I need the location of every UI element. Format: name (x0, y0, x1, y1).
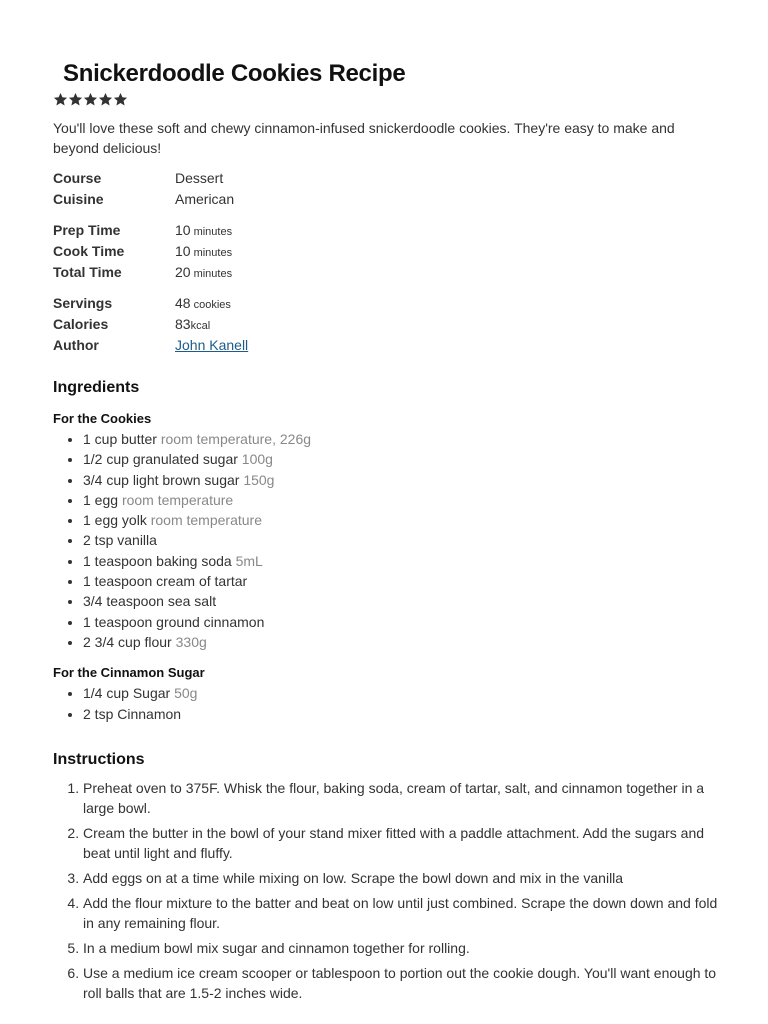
ingredient-text: 1 cup butter (83, 431, 157, 447)
meta-value (175, 335, 248, 356)
star-icon[interactable] (113, 92, 128, 107)
recipe-summary: You'll love these soft and chewy cinnamon-infused snickerdoodle cookies. They're easy to make and beyond delicious! (53, 120, 675, 156)
recipe-meta (53, 168, 728, 356)
ingredient-item (83, 470, 728, 490)
ingredient-item (83, 449, 728, 469)
meta-label: Cook Time (53, 243, 125, 259)
meta-value: American (175, 191, 235, 207)
instruction-step: 1. Preheat oven to 375F. Whisk the flour, baking soda, cream of tartar, salt, and cinnamon together in a large bowl. (83, 778, 723, 818)
meta-number: 20 (175, 264, 191, 280)
meta-unit: minutes (193, 268, 233, 280)
instruction-step: 4. Add the flour mixture to the batter and beat on low until just combined. Scrape the down down and fold in any remaining flour. (83, 893, 723, 933)
star-rating[interactable] (53, 92, 728, 110)
meta-unit: minutes (193, 226, 233, 238)
meta-value (175, 314, 210, 335)
ingredient-list (53, 429, 728, 652)
meta-number: 10 (175, 243, 191, 259)
ingredient-text: 1 teaspoon ground cinnamon (83, 613, 265, 630)
star-icon[interactable] (83, 92, 98, 107)
ingredient-item (83, 571, 728, 591)
meta-number: 48 (175, 295, 191, 311)
instruction-step: 6. Use a medium ice cream scooper or tablespoon to portion out the cookie dough. You'll want enough to roll balls that are 1.5-2 inches wide. (83, 963, 723, 1003)
ingredient-item (83, 683, 728, 703)
ingredient-text: 3/4 teaspoon sea salt (83, 593, 217, 610)
meta-servings (53, 293, 728, 314)
ingredient-notes: room temperature (150, 512, 262, 529)
meta-unit: kcal (190, 320, 211, 332)
ingredient-notes: 330g (175, 633, 207, 650)
ingredient-item (83, 551, 728, 571)
meta-course (53, 168, 728, 189)
ingredient-item (83, 530, 728, 550)
ingredient-text: 2 3/4 cup flour (83, 633, 172, 650)
ingredient-item (83, 510, 728, 530)
meta-value (175, 241, 232, 262)
ingredient-text: 2 tsp vanilla (83, 532, 157, 549)
meta-number: 10 (175, 222, 191, 238)
instructions-list (53, 778, 723, 1003)
meta-unit: cookies (193, 299, 231, 311)
meta-value (175, 262, 232, 283)
instruction-step: 5. In a medium bowl mix sugar and cinnamon together for rolling. (83, 938, 723, 958)
ingredients-section (53, 410, 728, 724)
ingredient-item (83, 490, 728, 510)
ingredient-text: 1 teaspoon baking soda (83, 552, 232, 569)
ingredient-item (83, 612, 728, 632)
ingredient-text: 1/2 cup granulated sugar (83, 451, 238, 468)
meta-calories (53, 314, 728, 335)
meta-label: Calories (53, 316, 109, 332)
meta-value: Dessert (175, 170, 224, 186)
ingredient-item (83, 704, 728, 724)
instruction-step: 2. Cream the butter in the bowl of your stand mixer fitted with a paddle attachment. Add the sugars and beat until light and fluffy. (83, 823, 723, 863)
instructions-heading: Instructions (53, 750, 145, 768)
meta-number: 83 (175, 316, 191, 332)
meta-label: Servings (53, 295, 113, 311)
ingredient-text: 1/4 cup Sugar (83, 685, 171, 702)
ingredient-group-name: For the Cinnamon Sugar (53, 665, 205, 681)
ingredient-text: 2 tsp Cinnamon (83, 705, 182, 722)
ingredient-item (83, 591, 728, 611)
meta-value (175, 220, 232, 241)
ingredient-text: 1 egg yolk (83, 512, 147, 529)
meta-label: Total Time (53, 264, 122, 280)
meta-cuisine (53, 189, 728, 210)
author-link[interactable]: John Kanell (175, 337, 249, 353)
ingredient-notes: 50g (174, 685, 198, 702)
meta-label: Cuisine (53, 191, 104, 207)
ingredient-notes: room temperature, 226g (160, 431, 312, 447)
ingredients-heading: Ingredients (53, 379, 140, 396)
instruction-step: 3. Add eggs on at a time while mixing on low. Scrape the bowl down and mix in the vanilla (83, 868, 723, 888)
meta-prep-time (53, 220, 728, 241)
meta-group-tags (53, 168, 728, 210)
ingredient-text: 1 egg (83, 491, 119, 508)
recipe-title: Snickerdoodle Cookies Recipe (63, 60, 406, 87)
ingredient-group-name: For the Cookies (53, 411, 152, 426)
ingredient-notes: 150g (243, 471, 275, 488)
ingredient-item (83, 429, 728, 449)
meta-unit: minutes (193, 247, 233, 259)
meta-label: Course (53, 170, 102, 186)
ingredient-notes: 100g (241, 451, 273, 468)
ingredient-item (83, 632, 728, 652)
star-icon[interactable] (68, 92, 83, 107)
star-icon[interactable] (98, 92, 113, 107)
meta-group-details (53, 293, 728, 356)
meta-group-times (53, 220, 728, 283)
ingredient-text: 3/4 cup light brown sugar (83, 471, 240, 488)
meta-cook-time (53, 241, 728, 262)
star-icon[interactable] (53, 92, 68, 107)
meta-total-time (53, 262, 728, 283)
ingredient-text: 1 teaspoon cream of tartar (83, 573, 248, 590)
ingredient-list (53, 683, 728, 724)
meta-value (175, 293, 231, 314)
ingredient-notes: 5mL (235, 552, 263, 569)
meta-label: Author (53, 337, 99, 353)
meta-label: Prep Time (53, 222, 121, 238)
meta-author (53, 335, 728, 356)
ingredient-notes: room temperature (121, 491, 234, 508)
